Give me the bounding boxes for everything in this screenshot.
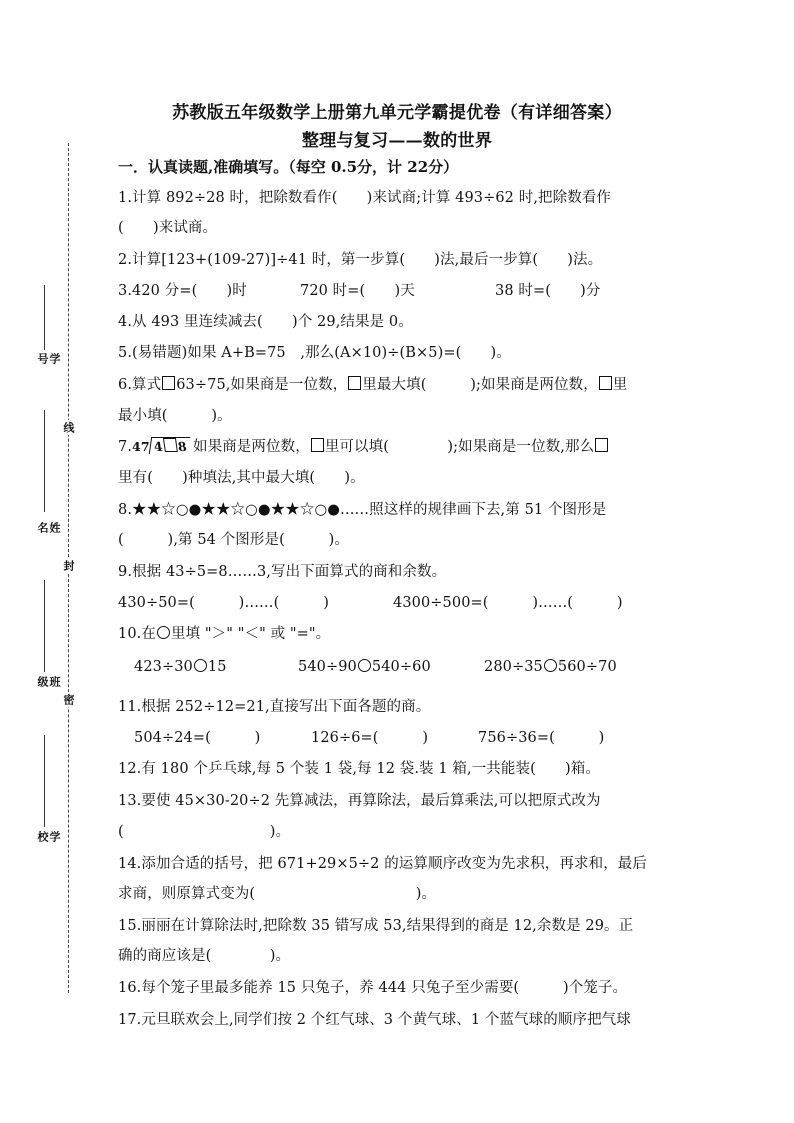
question-11a: 504÷24=( ) [134,730,261,746]
class-label: 班级 [36,676,61,687]
question-17: 17.元旦联欢会上,同学们按 2 个红气球、3 个黄气球、1 个蓝气球的顺序把气球 [118,1012,631,1028]
question-4: 4.从 493 里连续减去( )个 29,结果是 0。 [118,314,413,330]
name-label: 姓名 [36,522,61,533]
question-2: 2.计算[123+(109-27)]÷41 时，第一步算( )法,最后一步算( )法。 [118,252,603,268]
section-heading: 一．认真读题,准确填写。（每空 0.5分，计 22分） [118,158,459,176]
question-13-line1: 13.要使 45×30-20÷2 先算减法，再算除法，最后算乘法,可以把原式改为 [118,793,601,809]
question-11c: 756÷36=( ) [478,730,605,746]
question-10c: 280÷35 560÷70 [484,659,617,675]
question-10b: 540÷90 540÷60 [298,659,431,675]
question-3a: 3.420 分=( )时 [118,283,247,299]
question-6-line1: 6.算式 63÷75,如果商是一位数， 里最大填( );如果商是两位数， 里 [118,377,628,393]
blank-square [162,438,177,452]
question-9-items [118,591,678,611]
question-9a: 430÷50=( )……( ) [118,595,329,611]
question-5: 5.(易错题)如果 A+B=75 ,那么(A×10)÷(B×5)=( )。 [118,345,511,361]
question-15-line2: 确的商应该是( )。 [118,948,291,964]
question-9b: 4300÷500=( )……( ) [393,595,623,611]
question-11: 11.根据 252÷12=21,直接写出下面各题的商。 [118,699,431,715]
blank-circle [194,659,207,672]
question-1-line1: 1.计算 892÷28 时，把除数看作( )来试商;计算 493÷62 时,把除数看作 [118,190,612,206]
blank-square [599,376,612,390]
seal-char-secret: 密 [62,694,75,705]
seal-char-seal: 封 [62,560,75,571]
question-10a: 423÷30 15 [134,659,227,675]
question-15-line1: 15.丽丽在计算除法时,把除数 35 错写成 53,结果得到的商是 12,余数是 29。正 [118,918,634,934]
blank-square [311,438,324,452]
school-label: 学校 [36,831,61,842]
question-10: 10.在 里填 "＞" "＜" 或 "="。 [118,626,331,642]
question-11-items [118,726,678,746]
question-10-items [118,659,678,679]
exam-subtitle: 整理与复习——数的世界 [301,131,493,151]
question-3 [118,279,678,299]
blank-square [595,438,608,452]
question-6-line2: 最小填( )。 [118,408,232,424]
seal-char-line: 线 [62,422,75,433]
question-9: 9.根据 43÷5=8……3,写出下面算式的商和余数。 [118,564,447,580]
question-7-line1: 7.47 4 8 如果商是两位数， 里可以填( );如果商是一位数,那么 [118,435,609,456]
blank-circle [544,659,557,672]
blank-square [162,376,175,390]
question-14-line2: 求商，则原算式变为( )。 [118,886,437,902]
exam-title: 苏教版五年级数学上册第九单元学霸提优卷（有详细答案） [172,103,622,123]
blank-circle [157,626,170,639]
question-8-line2: ( ),第 54 个图形是( )。 [118,532,350,548]
question-7-line2: 里有( )种填法,其中最大填( )。 [118,470,365,486]
long-division-symbol: 47 4 8 [132,439,188,454]
blank-square [348,376,361,390]
question-3c: 38 时=( )分 [495,283,601,299]
blank-circle [358,659,371,672]
student-number-label: 学号 [36,353,61,364]
question-16: 16.每个笼子里最多能养 15 只兔子，养 444 只兔子至少需要( )个笼子。 [118,980,628,996]
question-14-line1: 14.添加合适的括号，把 671+29×5÷2 的运算顺序改变为先求积，再求和，最后 [118,856,648,872]
question-8-line1: 8.★★☆○●★★☆○●★★☆○●……照这样的规律画下去,第 51 个图形是 [118,502,607,518]
question-1-line2: ( )来试商。 [118,220,218,236]
question-13-line2: ( )。 [118,824,291,840]
question-12: 12.有 180 个乒乓球,每 5 个装 1 袋,每 12 袋.装 1 箱,一共能装( )箱。 [118,761,601,777]
question-11b: 126÷6=( ) [311,730,429,746]
question-3b: 720 时=( )天 [300,283,415,299]
